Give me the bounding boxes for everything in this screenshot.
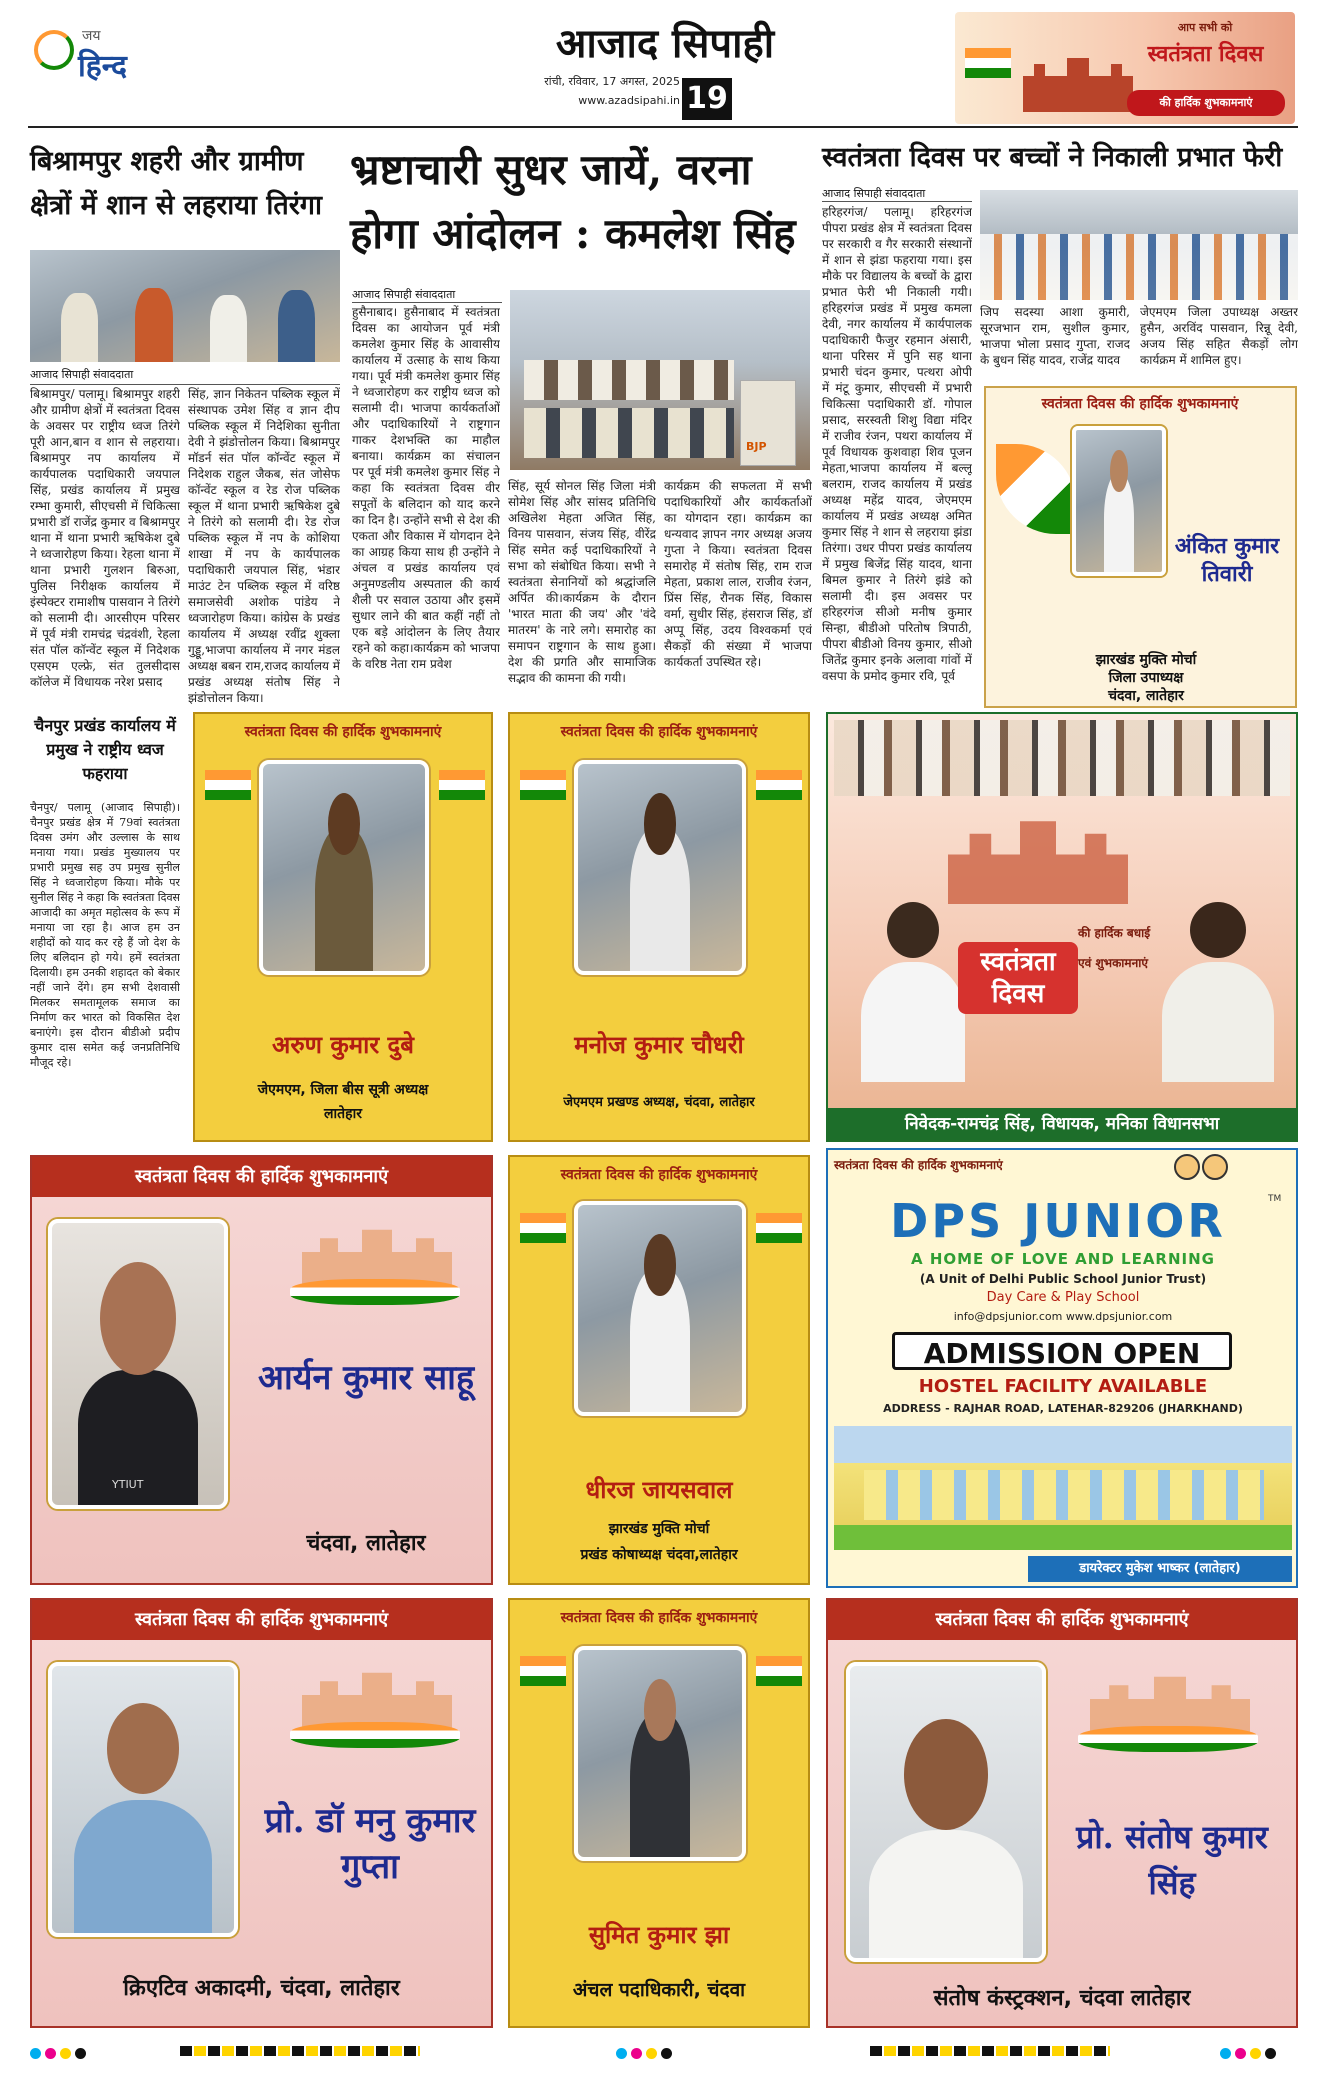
ad-arun-dubey — [193, 712, 493, 1142]
ad-greeting: स्वतंत्रता दिवस की हार्दिक शुभकामनाएं — [32, 1157, 491, 1197]
ad-manoj-chaudhary — [508, 712, 810, 1142]
tricolor-wave — [1078, 1726, 1258, 1752]
ad-ramchandra-singh — [826, 712, 1298, 1142]
small-article-headline: चैनपुर प्रखंड कार्यालय में प्रमुख ने राष्ट्रीय ध्वज फहराया — [34, 716, 176, 783]
ad-greeting: स्वतंत्रता दिवस की हार्दिक शुभकामनाएं — [560, 1167, 758, 1183]
right-article-photo — [980, 190, 1298, 300]
red-fort-icon — [302, 1668, 452, 1728]
ad-greeting: स्वतंत्रता दिवस की हार्दिक शुभकामनाएं — [32, 1600, 491, 1640]
kids-icon — [1174, 1154, 1234, 1194]
badge-top: की हार्दिक बधाई — [1078, 926, 1151, 940]
ad-post: जिला उपाध्यक्ष — [1108, 670, 1184, 686]
flag-icon — [205, 770, 251, 800]
ad-place: लातेहार — [324, 1106, 362, 1122]
dps-address: ADDRESS - RAJHAR ROAD, LATEHAR-829206 (JHARKHAND) — [883, 1402, 1243, 1415]
registration-marks-center — [616, 2044, 676, 2063]
center-article-headline: भ्रष्टाचारी सुधर जायें, वरना होगा आंदोलन : कमलेश सिंह — [350, 145, 796, 258]
podium — [740, 380, 796, 466]
banner-line1: आप सभी को — [1177, 21, 1233, 34]
center-article-col4: कार्यक्रम की सफलता में सभी पदाधिकारियों और कार्यकर्ताओं का योगदान रहा। कार्यक्रम का धन्यवाद ज्ञापन नगर अध्यक्ष अजय गुप्ता ने किया। स्वतंत्रता दिवस समारोह में संतोष सिंह, राम राज मेहता, प्रकाश लाल, राजीव रंजन, प्रिंस सिंह, रौनक सिंह, विकास वर्मा, सुधीर सिंह, हंसराज सिंह, डॉ अप्पू सिंह, उदय विश्वकर्मा एवं सैकड़ों की संख्या में भाजपा कार्यकर्ता उपस्थित रहे। — [664, 479, 812, 669]
ad-photo — [1072, 426, 1166, 576]
red-fort-icon — [1023, 52, 1133, 112]
right-article-headline: स्वतंत्रता दिवस पर बच्चों ने निकाली प्रभात फेरी — [822, 142, 1283, 173]
ad-manu-gupta — [30, 1598, 493, 2028]
masthead — [0, 0, 1325, 130]
ad-ankit-tiwari — [984, 386, 1297, 708]
ad-greeting: स्वतंत्रता दिवस की हार्दिक शुभकामनाएं — [828, 1600, 1296, 1640]
dps-building — [834, 1426, 1292, 1550]
banner-line2: स्वतंत्रता दिवस — [1147, 41, 1264, 67]
ad-place: क्रिएटिव अकादमी, चंदवा, लातेहार — [123, 1976, 400, 2001]
tricolor-wave — [290, 1279, 460, 1305]
ad-photo — [574, 760, 746, 975]
ad-greeting: स्वतंत्रता दिवस की हार्दिक शुभकामनाएं — [560, 1610, 758, 1626]
ad-santosh-singh — [826, 1598, 1298, 2028]
right-article-col2: जिप सदस्या आशा कुमारी, सूरजभान राम, सुशील कुमार, भाजपा भोला प्रसाद गुप्ता, राजद के बुधन सिंह यादव, राजेंद्र यादव — [980, 305, 1130, 367]
podium-logo-text: BJP — [746, 440, 767, 453]
jai-hind-logo — [28, 18, 148, 98]
ad-name: सुमित कुमार झा — [588, 1920, 730, 1949]
left-article-col1: बिश्रामपुर/ पलामू। बिश्रामपुर शहरी और ग्रामीण क्षेत्रों में स्वतंत्रता दिवस के अवसर पर राष्ट्रीय ध्वज तिरंगे पूरी आन,बान व शान से लहराया। बिश्रामपुर नप कार्यालय में कार्यपालक पदाधिकारी जयपाल सिंह, प्रखंड कार्यालय में प्रमुख रम्भा कुमारी, सीएचसी में चिकित्सा प्रभारी डॉ राजेंद्र कुमार व बिश्रामपुर थाना में थाना प्रभारी ऋषिकेश दुबे ने ध्वजारोहण किया। रेहला थाना में थाना प्रभारी गुलशन बिरुआ, पुलिस निरीक्षक कार्यालय में इंस्पेक्टर रामाशीष पासवान ने तिरंगे को सलामी दी। आरसीएम परिसर में पूर्व मंत्री रामचंद्र चंद्रवंशी, रेहला संत पॉल कॉन्वेंट स्कूल में निदेशक एसएम एल्फ्रे, संत तुलसीदास कॉलेज में विधायक नरेश प्रसाद — [30, 387, 180, 689]
dps-contact: info@dpsjunior.com www.dpsjunior.com — [953, 1310, 1173, 1323]
website: www.azadsipahi.in — [578, 94, 680, 107]
ad-photo — [574, 1646, 746, 1861]
registration-marks-right — [1220, 2044, 1280, 2063]
right-article-col3: जेएमएम जिला उपाध्यक्ष अख्तर हुसैन, अरविंद पासवान, रिन्नू देवी, अजय सिंह सहित सैकड़ों लोग कार्यक्रम में शामिल हुए। — [1140, 305, 1298, 367]
ad-dps-junior — [826, 1148, 1298, 1588]
ad-org: झारखंड मुक्ति मोर्चा — [608, 1521, 710, 1537]
left-article-photo — [30, 250, 340, 362]
red-fort-icon — [1090, 1672, 1250, 1732]
center-article-byline: आजाद सिपाही संवाददाता — [352, 287, 502, 303]
paper-name: आजाद सिपाही — [555, 20, 775, 67]
ad-sumit-jha — [508, 1598, 810, 2028]
independence-banner — [955, 12, 1295, 124]
dps-care: Day Care & Play School — [986, 1290, 1140, 1305]
flag-icon — [965, 48, 1011, 78]
logo-top-text: जय — [82, 28, 101, 44]
dps-unit: (A Unit of Delhi Public School Junior Trust) — [919, 1272, 1207, 1286]
ad-post: प्रखंड कोषाध्यक्ष चंदवा,लातेहार — [580, 1547, 738, 1563]
ad-name: प्रो. संतोष कुमार सिंह — [1076, 1818, 1268, 1902]
page-number: 19 — [682, 78, 732, 120]
dateline: रांची, रविवार, 17 अगस्त, 2025 — [544, 75, 680, 88]
center-article-col3: सिंह, सूर्य सोनल सिंह जिला मंत्री सोमेश सिंह और सांसद प्रतिनिधि अखिलेश मेहता अजित सिंह, विनय पासवान, संजय सिंह, वीरेंद्र सिंह समेत कई पदाधिकारियों ने सभा को संबोधित किया। सभी ने स्वतंत्रता सेनानियों को श्रद्धांजलि अर्पित की।कार्यक्रम के दौरान 'भारत माता की जय' और 'वंदे मातरम' के नारे लगे। समारोह का समापन राष्ट्रगान के साथ हुआ। देश की प्रगति और सामाजिक सद्भाव की कामना की गयी। — [508, 479, 656, 685]
left-article-byline: आजाद सिपाही संवाददाता — [30, 367, 340, 385]
ad-aryan-sahu — [30, 1155, 493, 1585]
registration-marks-left — [30, 2044, 90, 2063]
color-bar-right — [870, 2046, 1110, 2056]
logo-main-text: हिन्द — [78, 49, 127, 84]
flag-icon — [520, 1213, 566, 1243]
flag-icon — [756, 1213, 802, 1243]
badge-title: स्वतंत्रता दिवस — [958, 942, 1078, 1014]
ad-photo — [48, 1662, 238, 1937]
ad-name: धीरज जायसवाल — [585, 1475, 733, 1504]
ad-photo-right — [1148, 882, 1288, 1082]
ad-name: अरुण कुमार दुबे — [271, 1030, 414, 1059]
flag-icon — [756, 770, 802, 800]
red-fort-icon — [302, 1225, 452, 1285]
ad-greeting: स्वतंत्रता दिवस की हार्दिक शुभकामनाएं — [560, 724, 758, 740]
dps-tagline: A HOME OF LOVE AND LEARNING — [910, 1250, 1215, 1268]
ad-photo — [48, 1219, 228, 1509]
dps-admission: ADMISSION OPEN — [892, 1332, 1232, 1370]
ad-footer: संतोष कंस्ट्रक्शन, चंदवा लातेहार — [933, 1986, 1191, 2011]
center-article-col2: पर पूर्व मंत्री कमलेश कुमार सिंह ने कहा कि स्वतंत्रता दिवस वीर सपूतों के बलिदान को याद करने का दिन है। उन्होंने सभी से देश की एकता और विकास में योगदान देने का आग्रह किया साथ ही उन्होंने ने अंचल व प्रखंड कार्यालय एवं अनुमण्डलीय अस्पताल की कार्य शैली पर सवाल उठाया और इसमें सुधार लाने की बात कहीं नहीं तो एक बड़े आंदोलन के लिए तैयार रहने को कहा।कार्यक्रम को भाजपा के वरिष्ठ नेता राम प्रवेश — [352, 465, 500, 671]
dps-hostel: HOSTEL FACILITY AVAILABLE — [918, 1376, 1208, 1397]
tricolor-wave — [290, 1722, 460, 1748]
ad-org: झारखंड मुक्ति मोर्चा — [1095, 652, 1197, 668]
ad-place: चंदवा, लातेहार — [306, 1531, 426, 1556]
dps-greeting: स्वतंत्रता दिवस की हार्दिक शुभकामनाएं — [834, 1158, 1003, 1172]
left-article-col2: सिंह, ज्ञान निकेतन पब्लिक स्कूल में संस्थापक उमेश सिंह व ज्ञान दीप पब्लिक स्कूल में निदेशिका सुनीता देवी ने झंडोत्तोलन किया। बिश्रामपुर मॉडर्न संत पॉल कॉन्वेंट स्कूल में निदेशक राहुल जैकब, संत जोसेफ कॉन्वेंट स्कूल व रेड रोज पब्लिक स्कूल में थाना प्रभारी ऋषिकेश दुबे ने तिरंगे को सलामी दी। रेड रोज पब्लिक स्कूल में नप के कोशिया शाखा में नप के कार्यपालक पदाधिकारी जयपाल सिंह, भंडार माउंट टेन पब्लिक स्कूल में वरिष्ठ समाजसेवी अशोक पांडेय ने ध्वजारोहण किया। कांग्रेस के प्रखंड कार्यालय में अध्यक्ष रवींद्र शुक्ला गुड्डू,भाजपा कार्यालय में नगर मंडल अध्यक्ष बबन राम,राजद कार्यालय में प्रखंड अध्यक्ष संतोष सिंह ने झंडोत्तोलन किया। — [188, 387, 340, 705]
flag-icon — [520, 770, 566, 800]
ad-name: प्रो. डॉ मनु कुमार गुप्ता — [264, 1801, 476, 1887]
masthead-rule — [28, 126, 1298, 128]
ad-photo — [574, 1201, 746, 1416]
banner-line3: की हार्दिक शुभकामनाएं — [1127, 90, 1285, 116]
leaders-strip — [834, 720, 1290, 796]
tricolor-swoosh — [996, 444, 1076, 534]
flag-icon — [520, 1656, 566, 1686]
ad-photo — [846, 1662, 1046, 1962]
ad-post: जेएमएम प्रखण्ड अध्यक्ष, चंदवा, लातेहार — [563, 1095, 755, 1110]
chakra-icon — [34, 30, 74, 70]
ad-place: चंदवा, लातेहार — [1108, 688, 1184, 704]
ad-name: अंकित कुमार तिवारी — [1174, 533, 1280, 587]
color-bar-left — [180, 2046, 420, 2056]
right-article-col1: हरिहरगंज/ पलामू। हरिहरगंज पीपरा प्रखंड क्षेत्र में स्वतंत्रता दिवस पर सरकारी व गैर सरकारी संस्थानों में शान से झंडा फहराया गया। इस मौके पर विद्यालय के बच्चों के द्वारा प्रभात फेरी भी निकाली गयी। हरिहरगंज प्रखंड में प्रमुख कमला देवी, नगर कार्यालय में कार्यपालक पदाधिकारी फैजुर रहमान अंसारी, थाना परिसर में पुनि सह थाना प्रभारी चंदन कुमार, पत्थरा ओपी में मंटू कुमार, सीएचसी में प्रभारी चिकित्सा पदाधिकारी डॉ. गोपाल प्रसाद, सरस्वती शिशु विद्या मंदिर में राजीव रंजन, पथरा कार्यालय में पूर्व विधायक कुशवाहा शिव पूजन मेहता,भाजपा कार्यालय में बल्लू बलराम, राजद कार्यालय में प्रखंड अध्यक्ष महेंद्र यादव, जेएमएम कार्यालय में प्रखंड अध्यक्ष अमित कुमार सिंह ने शान से लहराया झंडा तिरंगा। उधर पीपरा प्रखंड कार्यालय में प्रमुख बिजेंद्र सिंह यादव, थाना बिमल कुमार ने तिरंगे झंडे को सलामी दी। इस अवसर पर हरिहरगंज सीओ मनीष कुमार सिन्हा, बीडीओ परितोष त्रिपाठी, पीपरा बीडीओ विनय कुमार, सीओ जितेंद्र कुमार इनके अलावा गांवों में वसपा के प्रमोद कुमार रवि, पूर्व — [822, 205, 972, 683]
flag-icon — [439, 770, 485, 800]
ad-greeting: स्वतंत्रता दिवस की हार्दिक शुभकामनाएं — [244, 724, 442, 740]
small-article-body: चैनपुर/ पलामू (आजाद सिपाही)। चैनपुर प्रखंड क्षेत्र में 79वां स्वतंत्रता दिवस उमंग और उल्लास के साथ मनाया गया। प्रखंड मुख्यालय पर प्रभारी प्रमुख सह उप प्रमुख सुनील सिंह ने ध्वजारोहण किया। मौके पर सुनील सिंह ने कहा कि स्वतंत्रता दिवस आजादी का अमृत महोत्सव के रूप में मनाया जा रहा है। आज हम उन शहीदों को याद कर रहे हैं जो देश के लिए बलिदान हो गये। हमें स्वतंत्रता दिलायी। हम उनकी शहादत को बेकार नहीं जाने देंगे। हम सभी देशवासी मिलकर समतामूलक समाज का निर्माण कर भारत को विकसित देश बनाएंगे। इस दौरान बीडीओ प्रदीप कुमार दास समेत कई जनप्रतिनिधि मौजूद रहे। — [30, 801, 180, 1069]
ad-post: अंचल पदाधिकारी, चंदवा — [572, 1979, 746, 2001]
dps-brand: DPS JUNIOR — [890, 1194, 1226, 1248]
center-article-photo — [510, 290, 810, 470]
right-article-byline: आजाद सिपाही संवाददाता — [822, 186, 972, 202]
left-article-headline: बिश्रामपुर शहरी और ग्रामीण क्षेत्रों में शान से लहराया तिरंगा — [30, 146, 322, 221]
dps-director: डायरेक्टर मुकेश भाष्कर (लातेहार) — [1028, 1556, 1292, 1582]
dps-tm: TM — [1268, 1194, 1282, 1204]
center-article-col1: हुसैनाबाद। हुसैनाबाद में स्वतंत्रता दिवस का आयोजन पूर्व मंत्री कमलेश कुमार सिंह के आवासीय कार्यालय में उत्साह के साथ किया गया। पूर्व मंत्री कमलेश कुमार सिंह ने ध्वजारोहण कर राष्ट्रीय ध्वज को सलामी दी। भाजपा कार्यकर्ताओं और पदाधिकारियों ने राष्ट्रगान गाकर देशभक्ति का माहौल बनाया। कार्यक्रम का संचालन — [352, 305, 500, 463]
ad-footer: निवेदक-रामचंद्र सिंह, विधायक, मनिका विधानसभा — [828, 1108, 1296, 1140]
ad-name: मनोज कुमार चौधरी — [574, 1030, 744, 1059]
ad-photo — [259, 760, 429, 975]
ad-greeting: स्वतंत्रता दिवस की हार्दिक शुभकामनाएं — [1041, 396, 1239, 412]
badge-bottom: एवं शुभकामनाएं — [1078, 956, 1148, 970]
ad-name: आर्यन कुमार साहू — [257, 1358, 474, 1398]
flag-icon — [756, 1656, 802, 1686]
ad-post: जेएमएम, जिला बीस सूत्री अध्यक्ष — [257, 1082, 429, 1098]
ad-dheeraj-jaiswal — [508, 1155, 810, 1585]
shirt-text: YTIUT — [112, 1478, 144, 1491]
